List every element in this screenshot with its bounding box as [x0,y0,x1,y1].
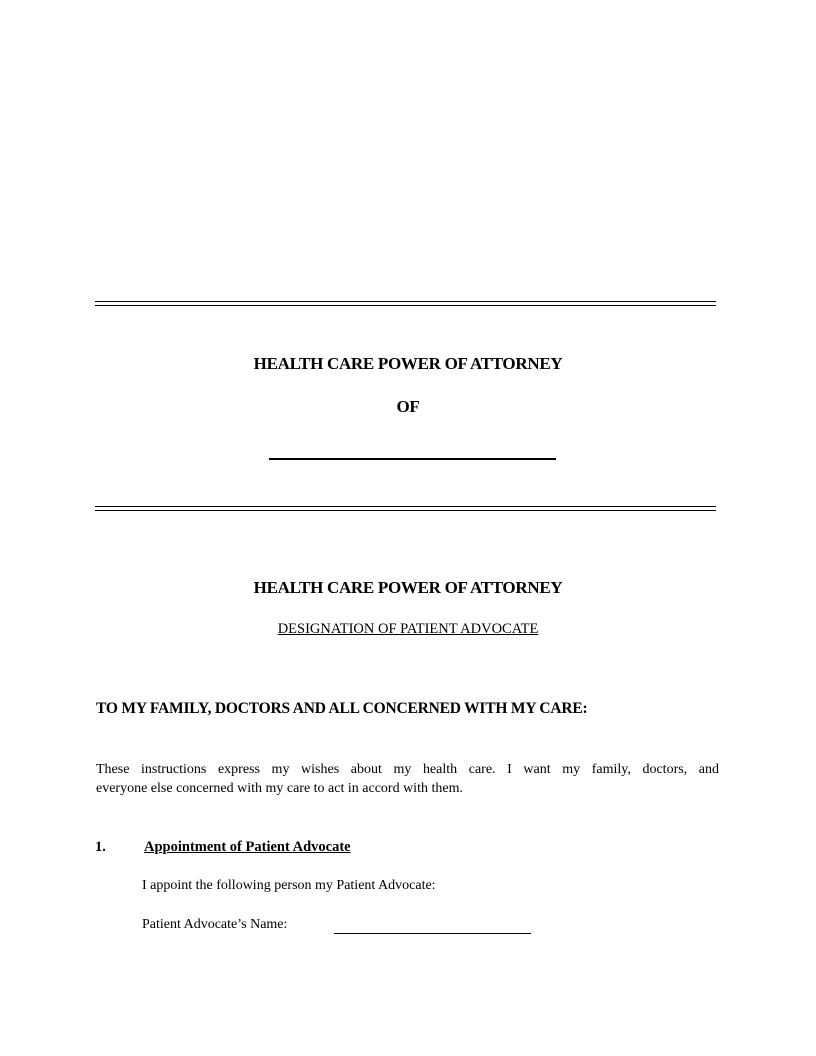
salutation-heading: TO MY FAMILY, DOCTORS AND ALL CONCERNED WITH MY CARE: [96,700,588,717]
top-double-rule [95,301,716,306]
principal-name-blank[interactable] [269,458,556,460]
document-subtitle: DESIGNATION OF PATIENT ADVOCATE [277,621,539,637]
intro-line-1: These instructions express my wishes about my health care. I want my family, doctors, and [96,762,719,777]
document-title: HEALTH CARE POWER OF ATTORNEY [253,578,563,597]
cover-of-label: OF [396,397,420,416]
section-title: Appointment of Patient Advocate [144,839,351,855]
intro-paragraph [96,760,719,798]
intro-line-2: everyone else concerned with my care to act in accord with them. [96,781,463,796]
appoint-text: I appoint the following person my Patient Advocate: [142,878,436,893]
cover-title: HEALTH CARE POWER OF ATTORNEY [253,354,563,373]
patient-advocate-name-label: Patient Advocate’s Name: [142,917,288,932]
patient-advocate-name-field[interactable] [334,919,531,934]
bottom-double-rule [95,506,716,511]
section-number: 1. [95,839,106,855]
